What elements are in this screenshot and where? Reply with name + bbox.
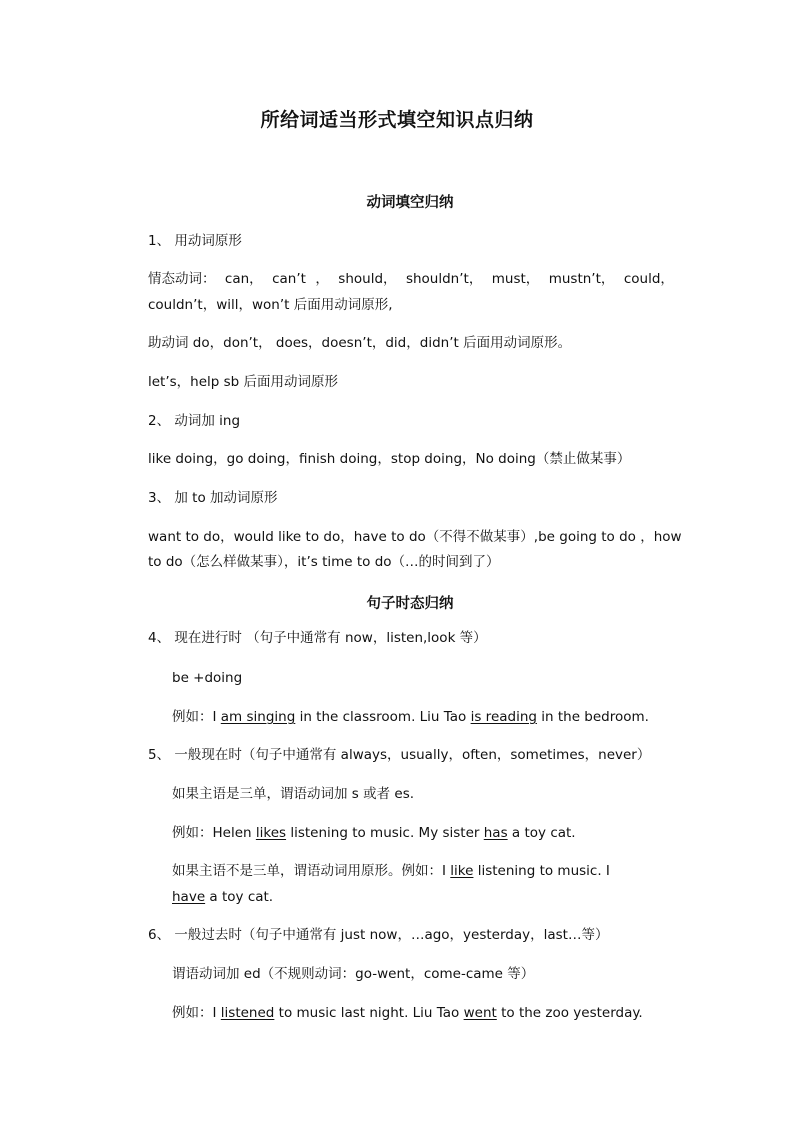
underlined-verb: am singing bbox=[220, 709, 296, 725]
item-5-example bbox=[172, 824, 576, 842]
example-text: 如果主语不是三单，谓语动词用原形。例如：I bbox=[172, 863, 451, 879]
example-text: a toy cat. bbox=[507, 825, 576, 841]
modal-token: 情态动词： bbox=[148, 271, 216, 287]
item-4-example bbox=[172, 708, 649, 726]
example-text: listening to music. I bbox=[473, 863, 610, 879]
item-5-heading: 5、 一般现在时（句子中通常有 always，usually，often，sometimes，never） bbox=[148, 747, 651, 763]
modal-token: could， bbox=[623, 271, 674, 287]
example-text: a toy cat. bbox=[205, 889, 274, 905]
section-heading-tenses: 句子时态归纳 bbox=[366, 596, 454, 612]
modal-token: can’t bbox=[272, 271, 306, 287]
modal-token: must， bbox=[491, 271, 540, 287]
page-title: 所给词适当形式填空知识点归纳 bbox=[260, 109, 534, 131]
modal-token: ， bbox=[315, 271, 329, 287]
modal-verbs-line bbox=[148, 270, 674, 288]
lets-line: let’s，help sb 后面用动词原形 bbox=[148, 374, 339, 390]
modal-token: shouldn’t， bbox=[405, 271, 483, 287]
example-text: 例如：Helen bbox=[172, 825, 256, 841]
underlined-verb: likes bbox=[255, 825, 287, 841]
underlined-verb: listened bbox=[220, 1005, 275, 1021]
example-text: to music last night. Liu Tao bbox=[274, 1005, 464, 1021]
section-heading-verbs: 动词填空归纳 bbox=[366, 195, 454, 211]
example-text: listening to music. My sister bbox=[286, 825, 484, 841]
item-5-rule-2-line-1 bbox=[172, 862, 610, 880]
item-5-rule: 如果主语是三单，谓语动词加 s 或者 es. bbox=[172, 786, 415, 802]
example-text: in the classroom. Liu Tao bbox=[295, 709, 471, 725]
underlined-verb: is reading bbox=[470, 709, 537, 725]
item-6-heading: 6、 一般过去时（句子中通常有 just now，…ago，yesterday，last…等） bbox=[148, 927, 609, 943]
example-text: in the bedroom. bbox=[536, 709, 649, 725]
item-2-heading: 2、 动词加 ing bbox=[148, 413, 241, 429]
item-2-text: like doing，go doing，finish doing，stop doing，No doing（禁止做某事） bbox=[148, 451, 631, 467]
example-text: 例如：I bbox=[172, 1005, 221, 1021]
item-3-heading: 3、 加 to 加动词原形 bbox=[148, 490, 278, 506]
underlined-verb: like bbox=[450, 863, 474, 879]
example-text: to the zoo yesterday. bbox=[496, 1005, 643, 1021]
underlined-verb: went bbox=[463, 1005, 497, 1021]
item-1-heading: 1、 用动词原形 bbox=[148, 233, 242, 249]
auxiliary-verbs-line: 助动词 do，don’t， does，doesn’t，did，didn’t 后面用动词原形。 bbox=[148, 335, 572, 351]
example-text: 例如：I bbox=[172, 709, 221, 725]
underlined-verb: has bbox=[483, 825, 508, 841]
modal-verbs-line-2: couldn’t，will，won’t 后面用动词原形, bbox=[148, 297, 393, 313]
item-3-text-line-1: want to do，would like to do，have to do（不得不做某事）,be going to do ，how bbox=[148, 529, 682, 545]
item-3-text-line-2: to do（怎么样做某事），it’s time to do（…的时间到了） bbox=[148, 554, 500, 570]
item-6-rule: 谓语动词加 ed（不规则动词：go-went，come-came 等） bbox=[172, 966, 535, 982]
underlined-verb: have bbox=[172, 889, 206, 905]
item-6-example bbox=[172, 1004, 643, 1022]
modal-token: mustn’t， bbox=[548, 271, 615, 287]
modal-token: can， bbox=[224, 271, 263, 287]
modal-token: should， bbox=[338, 271, 397, 287]
item-5-rule-2-line-2 bbox=[172, 888, 273, 906]
item-4-formula: be +doing bbox=[172, 670, 243, 686]
item-4-heading: 4、 现在进行时 （句子中通常有 now，listen,look 等） bbox=[148, 630, 487, 646]
